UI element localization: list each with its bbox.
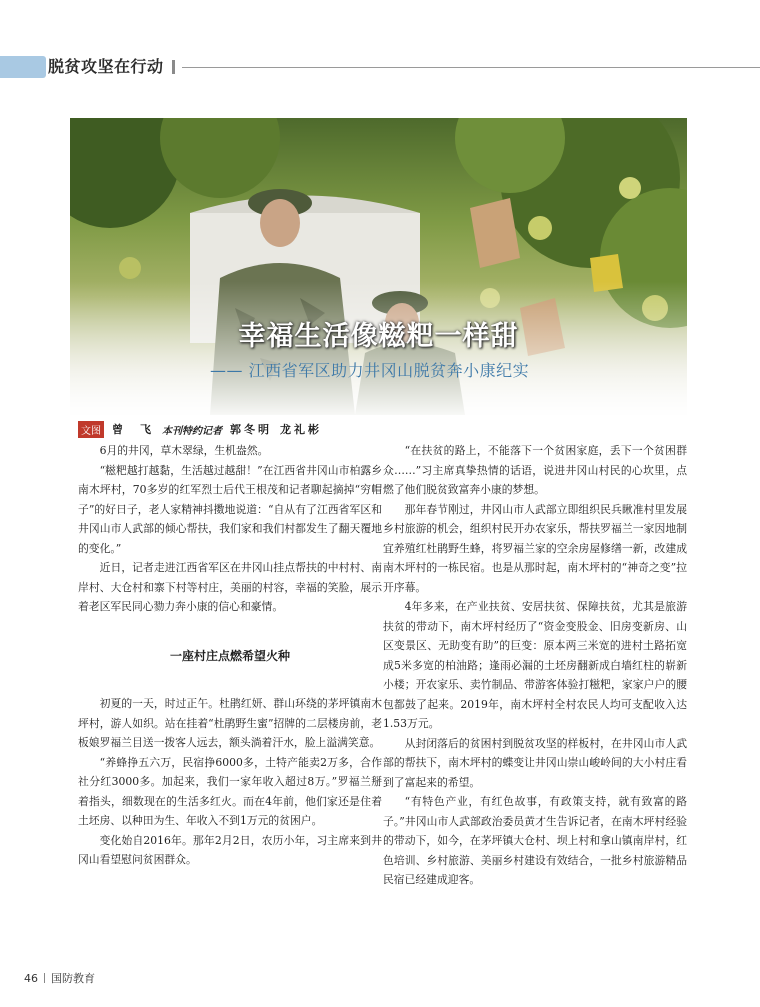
paragraph: 从封闭落后的贫困村到脱贫攻坚的样板村，在井冈山市人武部的帮扶下，南木坪村的蝶变让井冈山崇山峻岭间的大小村庄看到了富起来的希望。	[383, 736, 687, 789]
paragraph: 变化始自2016年。那年2月2日，农历小年，习主席来到井冈山看望慰问贫困群众。	[78, 833, 382, 866]
paragraph: 初夏的一天，时过正午。杜鹃红妍、群山环绕的茅坪镇南木坪村，游人如织。站在挂着“杜鹃野生蜜”招牌的二层楼房前，老板娘罗福兰目送一拨客人远去，额头淌着汗水，脸上溢满笑意。	[78, 697, 382, 749]
magazine-name: 国防教育	[51, 972, 95, 985]
header-rule	[182, 67, 760, 68]
section-title: 脱贫攻坚在行动	[48, 57, 164, 76]
section-accent-tab	[0, 56, 46, 78]
page-number: 46	[24, 971, 38, 985]
text-photo-tag: 文图	[78, 421, 104, 438]
paragraph: “养蜂挣五六万，民宿挣6000多，土特产能卖2万多，合作社分红3000多。加起来，我们一家年收入超过8万。”罗福兰掰着指头，细数现在的生活多红火。而在4年前，他们家还是住着土坯房、以种田为生、年收入不到1万元的贫困户。	[78, 755, 382, 827]
author-role: 本刊特约记者	[162, 425, 222, 437]
right-column	[383, 441, 687, 890]
paragraph: 6月的井冈，草木翠绿，生机盎然。	[99, 444, 269, 457]
paragraph: 4年多来，在产业扶贫、安居扶贫、保障扶贫，尤其是旅游扶贫的带动下，南木坪村经历了“资金变股金、旧房变新房、山区变景区、无助变有助”的巨变：原本两三米宽的进村土路拓宽成5米多宽的柏油路；逢雨必漏的土坯房翻新成白墙红柱的崭新小楼；开农家乐、卖竹制品、带游客体验打糍粑，家家户户的腰包都鼓了起来。2019年，南木坪村全村农民人均可支配收入达1.53万元。	[383, 600, 687, 730]
spacer	[78, 617, 382, 633]
byline	[78, 421, 322, 437]
section-title-divider	[172, 60, 175, 74]
author-name: 郭冬明	[230, 423, 272, 436]
left-column	[78, 441, 382, 870]
article-title: 幸福生活像糍粑一样甜	[238, 321, 519, 352]
section-header	[0, 56, 760, 78]
paragraph: 近日，记者走进江西省军区在井冈山挂点帮扶的中村村、南岸村、大仓村和寨下村等村庄，美丽的村容，幸福的笑脸，展示着老区军民同心勠力奔小康的信心和豪情。	[78, 561, 382, 613]
paragraph: 那年春节刚过，井冈山市人武部立即组织民兵瞅准村里发展乡村旅游的机会，组织村民开办农家乐，帮扶罗福兰一家因地制宜养殖红杜鹃野生蜂，将罗福兰家的空余房屋修缮一新，改建成南木坪村的一栋民宿。也是从那时起，南木坪村的“神奇之变”拉开序幕。	[383, 502, 687, 594]
article-subtitle: —— 江西省军区助力井冈山脱贫奔小康纪实	[210, 361, 530, 380]
section-subheading: 一座村庄点燃希望火种	[169, 648, 290, 663]
spacer	[78, 678, 382, 694]
author-name: 龙礼彬	[280, 423, 322, 436]
page-footer	[24, 970, 95, 986]
paragraph: “糍粑越打越黏，生活越过越甜！”在江西省井冈山市柏露乡南木坪村，70多岁的红军烈士后代王根茂和记者聊起摘掉“穷帽子”的好日子，老人家精神抖擞地说道：“自从有了江西省军区和井冈山市人武部的倾心帮扶，我们家和我们村都发生了翻天覆地的变化。”	[78, 463, 382, 555]
hero-photo	[70, 118, 687, 415]
paragraph: “有特色产业，有红色故事，有政策支持，就有致富的路子。”井冈山市人武部政治委员黄才生告诉记者，在南木坪村经验的带动下，如今，在茅坪镇大仓村、坝上村和拿山镇南岸村，红色培训、乡村旅游、美丽乡村建设有效结合，一批乡村旅游精品民宿已经建成迎客。	[383, 795, 687, 886]
author-name: 曾 飞	[112, 423, 154, 436]
footer-divider	[44, 973, 45, 983]
paragraph: “在扶贫的路上，不能落下一个贫困家庭，丢下一个贫困群众……”习主席真挚热情的话语，说进井冈山村民的心坎里，点燃了他们脱贫致富奔小康的梦想。	[383, 444, 687, 496]
